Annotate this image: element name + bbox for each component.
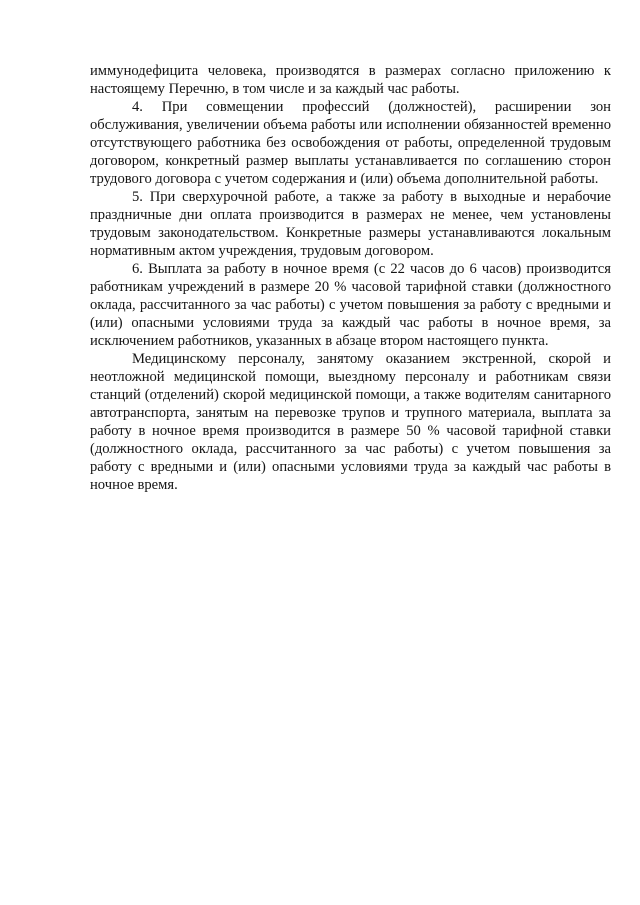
paragraph-item-6: 6. Выплата за работу в ночное время (с 22 часов до 6 часов) производится работникам учреждений в размере 20 % часовой тарифной ставки (должностного оклада, рассчитанного за час работы) с учетом повышения за работу с вредными и (или) опасными условиями труда за каждый час работы в ночное время, за исключением работников, указанных в абзаце втором настоящего пункта.: [90, 261, 611, 349]
document-body: [90, 62, 611, 494]
paragraph-item-6-second: Медицинскому персоналу, занятому оказанием экстренной, скорой и неотложной медицинской помощи, выездному персоналу и работникам связи станций (отделений) скорой медицинской помощи, а также водителям санитарного автотранспорта, занятым на перевозке трупов и трупного материала, выплата за работу в ночное время производится в размере 50 % часовой тарифной ставки (должностного оклада, рассчитанного за час работы) с учетом повышения за работу с вредными и (или) опасными условиями труда за каждый час работы в ночное время.: [90, 351, 611, 493]
paragraph-continuation: иммунодефицита человека, производятся в размерах согласно приложению к настоящему Перечню, в том числе и за каждый час работы.: [90, 63, 611, 97]
paragraph-item-5: 5. При сверхурочной работе, а также за работу в выходные и нерабочие праздничные дни оплата производится в размерах не менее, чем установлены трудовым законодательством. Конкретные размеры устанавливаются локальным нормативным актом учреждения, трудовым договором.: [90, 189, 611, 259]
paragraph-item-4: 4. При совмещении профессий (должностей), расширении зон обслуживания, увеличении объема работы или исполнении обязанностей временно отсутствующего работника без освобождения от работы, определенной трудовым договором, конкретный размер выплаты устанавливается по соглашению сторон трудового договора с учетом содержания и (или) объема дополнительной работы.: [90, 99, 611, 187]
